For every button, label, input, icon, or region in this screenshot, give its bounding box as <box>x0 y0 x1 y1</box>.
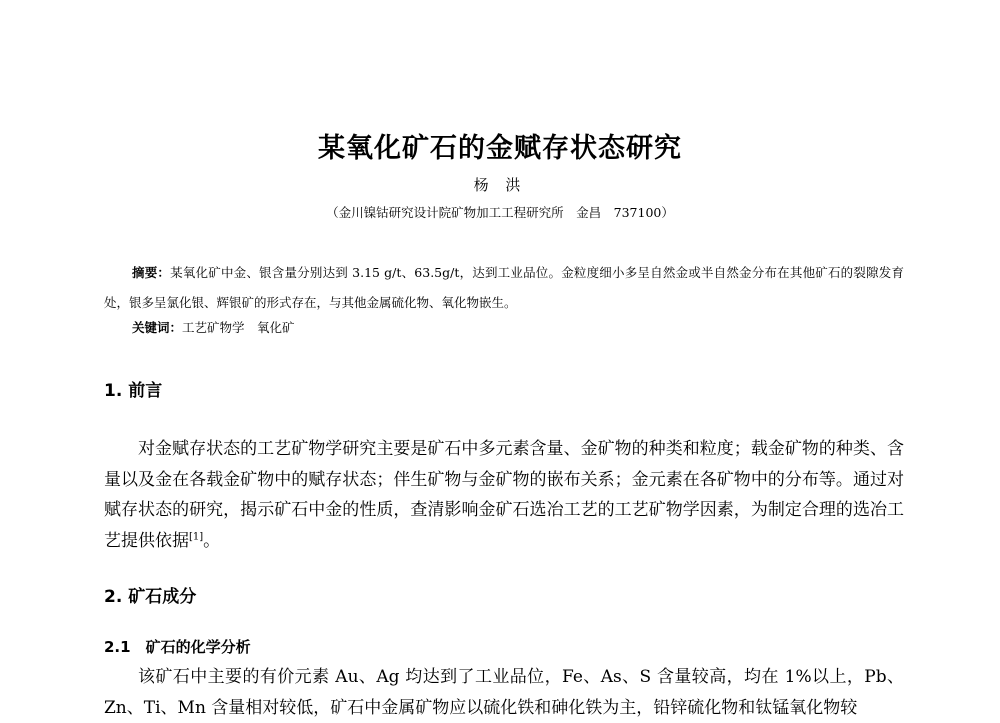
abstract-label: 摘要： <box>132 265 171 280</box>
abstract-text: 某氧化矿中金、银含量分别达到 3.15 g/t、63.5g/t，达到工业品位。金粒度细小多呈自然金或半自然金分布在其他矿石的裂隙发育处，银多呈氯化银、辉银矿的形式存在，与其他金属硫化物、氧化物嵌生。 <box>104 265 904 310</box>
introduction-end: 。 <box>203 530 221 551</box>
subsection-heading-chemical-analysis: 2.1 矿石的化学分析 <box>104 638 251 656</box>
chemical-analysis-paragraph: 该矿石中主要的有价元素 Au、Ag 均达到了工业品位，Fe、As、S 含量较高，均在 1%以上，Pb、Zn、Ti、Mn 含量相对较低，矿石中金属矿物应以硫化铁和砷化铁为主，铅锌硫化物和钛锰氧化物较 <box>104 667 904 718</box>
section-heading-introduction: 1. 前言 <box>104 381 163 401</box>
keywords-label: 关键词： <box>132 320 183 335</box>
introduction-text: 对金赋存状态的工艺矿物学研究主要是矿石中多元素含量、金矿物的种类和粒度；载金矿物的种类、含量以及金在各载金矿物中的赋存状态；伴生矿物与金矿物的嵌布关系；金元素在各矿物中的分布等。通过对赋存状态的研究，揭示矿石中金的性质，查清影响金矿石选冶工艺的工艺矿物学因素，为制定合理的选冶工艺提供依据 <box>104 439 904 551</box>
introduction-paragraph <box>104 434 904 556</box>
keywords-text: 工艺矿物学 氧化矿 <box>182 320 295 335</box>
author-name: 杨 洪 <box>473 176 527 194</box>
author-affiliation: （金川镍钴研究设计院矿物加工工程研究所 金昌 737100） <box>326 205 674 220</box>
abstract <box>104 258 904 318</box>
section-heading-ore-composition: 2. 矿石成分 <box>104 587 197 607</box>
paper-title: 某氧化矿石的金赋存状态研究 <box>318 133 682 164</box>
citation-ref: [1] <box>189 530 204 542</box>
keywords <box>132 318 295 338</box>
